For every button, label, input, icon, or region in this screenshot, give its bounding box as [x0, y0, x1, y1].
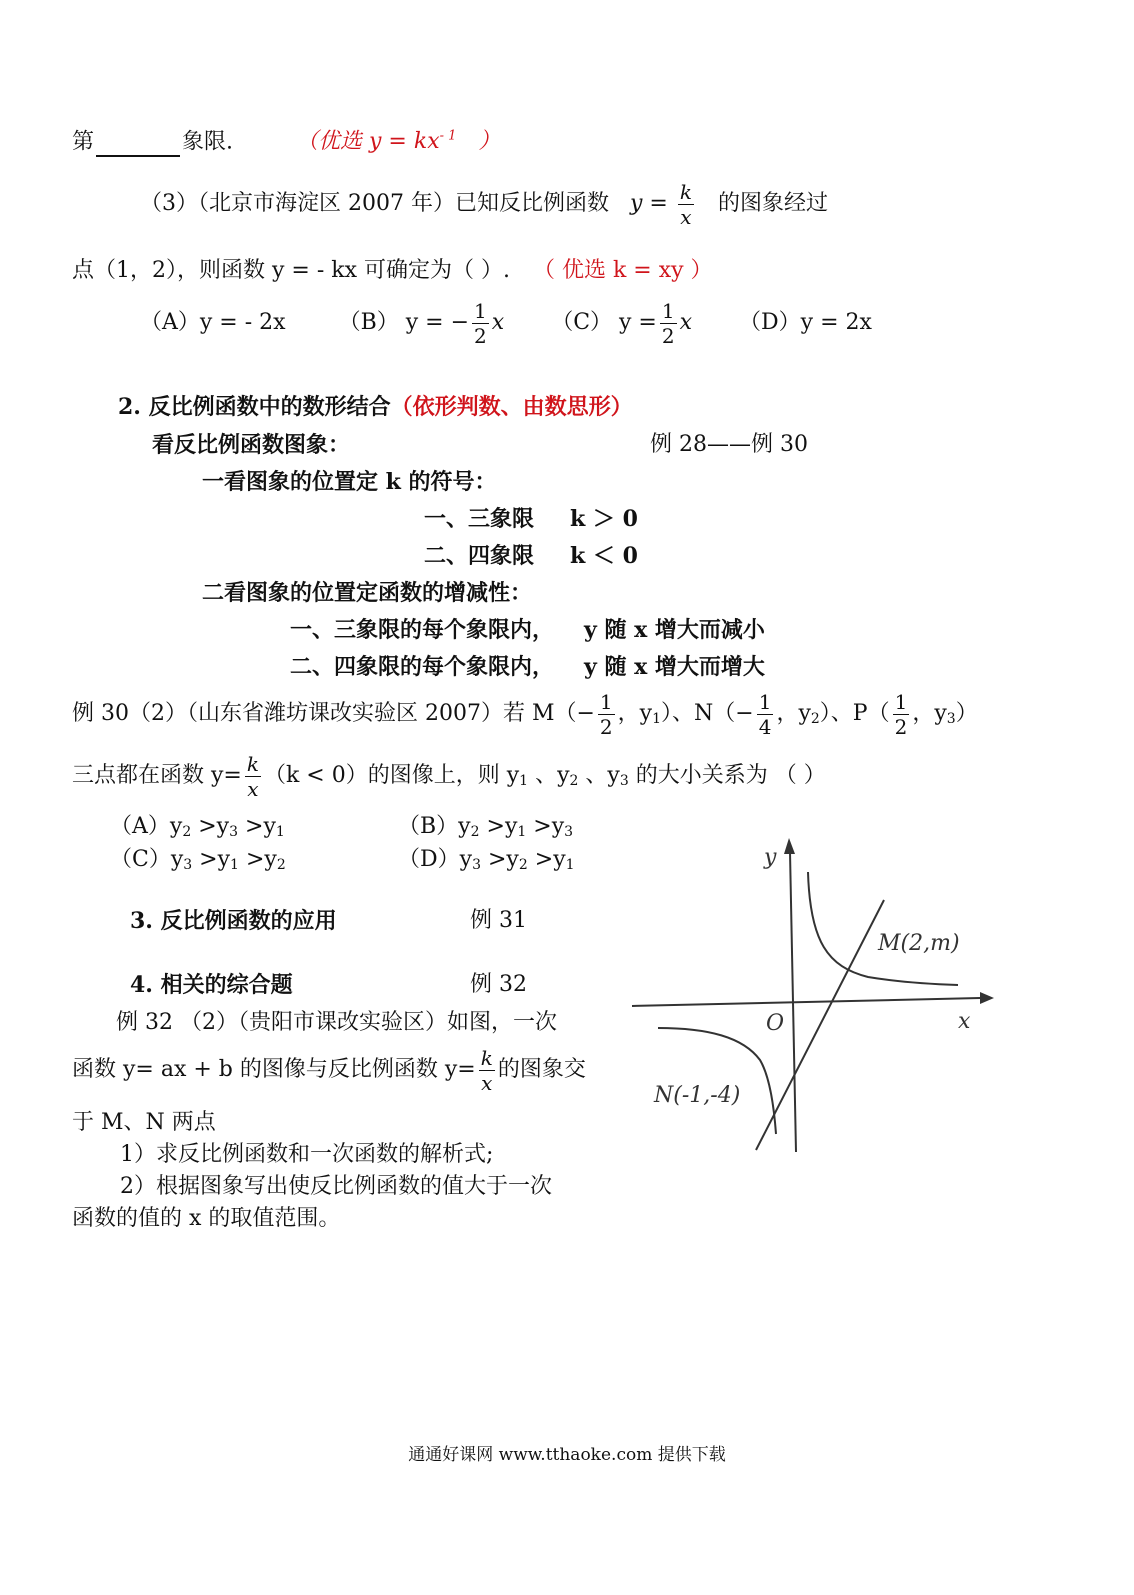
x-axis [632, 998, 980, 1006]
ex32-line3: 于 M、N 两点 [72, 1110, 216, 1135]
origin-label: O [766, 1011, 785, 1036]
sec3-ref: 例 31 [470, 908, 527, 933]
q3-line1: （3）（北京市海淀区 2007 年）已知反比例函数 y = $\frac{k}{x}$ 的图象经过 [140, 179, 828, 229]
x-axis-arrow [980, 992, 994, 1004]
q3-option-b: （B） y = − $\frac{1}{2}$ x [338, 298, 505, 348]
point-n-label: N(-1,-4) [654, 1083, 741, 1108]
prev-question-line: 第 象限. （优选 $y = kx^{- 1}$ ） [72, 122, 500, 157]
ex30-line1: 例 30（2）（山东省潍坊课改实验区 2007）若 M（− $\frac{1}{2}$ ，$y_1$）、N（− $\frac{1}{4}$ ，$y_2$）、P（ $\frac{1}{2}$ ，$y_3$） [72, 689, 978, 739]
footer: 通通好课网 www.tthaoke.com 提供下载 [408, 1445, 726, 1465]
rule1-a: 一、三象限 k ＞ 0 [424, 506, 638, 532]
x-axis-label: x [958, 1009, 971, 1034]
ex30-option-a: $(A)y_2 >y_3 >y_1$ [110, 814, 285, 840]
rule1: 一看图象的位置定 k 的符号： [202, 469, 497, 495]
sec4-heading: 4. 相关的综合题 [130, 972, 293, 998]
ex30-option-c: $(C)y_3 >y_1 >y_2$ [110, 847, 286, 873]
prev-hint: （优选 $y = kx^{- 1}$ ） [296, 129, 501, 155]
sec4-ref: 例 32 [470, 972, 527, 997]
rule1-b: 二、四象限 k ＜ 0 [424, 543, 638, 569]
y-axis-arrow [784, 838, 795, 854]
q3-option-c: （C） y = $\frac{1}{2}$ x [551, 298, 693, 348]
q3-hint: （ 优选 k = xy ） [532, 258, 713, 283]
sec2-heading: 2. 反比例函数中的数形结合（依形判数、由数思形） [118, 394, 633, 420]
ex32-line1: 例 32 （2）（贵阳市课改实验区）如图，一次 [116, 1010, 557, 1035]
sec3-heading: 3. 反比例函数的应用 [130, 908, 337, 934]
hyperbola-branch-q1 [808, 872, 958, 985]
sec2-ref: 例 28——例 30 [650, 432, 808, 457]
answer-blank [96, 131, 180, 157]
ex32-line6: 函数的值的 x 的取值范围。 [72, 1206, 341, 1231]
y-axis-label: y [764, 845, 777, 870]
point-m-label: M(2,m) [878, 931, 960, 956]
rule2-b: 二、四象限的每个象限内， y 随 x 增大而增大 [290, 654, 765, 680]
ex32-line2: 函数 y= ax + b 的图像与反比例函数 y= $\frac{k}{x}$ 的图象交 [72, 1045, 586, 1095]
ex32-line4: 1）求反比例函数和一次函数的解析式; [120, 1142, 494, 1167]
sec2-subheading: 看反比例函数图象： [152, 432, 351, 458]
ex30-line2: 三点都在函数 y= $\frac{k}{x}$ （k < 0）的图像上，则 $y_1$ 、$y_2$ 、$y_3$ 的大小关系为 （ ） [72, 751, 826, 801]
q3-option-a: （A）y = - 2x [140, 310, 286, 335]
q3-line2: 点（1，2），则函数 y = - kx 可确定为（ ）. （ 优选 k = xy ） [72, 258, 713, 283]
ex30-option-d: $(D)y_3 >y_2 >y_1$ [398, 847, 575, 873]
hyperbola-line-graph [628, 832, 998, 1172]
fraction-k-over-x: $\frac{k}{x}$ [679, 179, 692, 229]
hyperbola-branch-q3 [658, 1028, 776, 1134]
rule2: 二看图象的位置定函数的增减性： [202, 580, 533, 606]
q3-option-d: （D）y = 2x [739, 310, 872, 335]
ex30-option-b: $(B)y_2 >y_1 >y_3$ [398, 814, 574, 840]
rule2-a: 一、三象限的每个象限内， y 随 x 增大而减小 [290, 617, 765, 643]
ex32-line5: 2）根据图象写出使反比例函数的值大于一次 [120, 1174, 552, 1199]
q3-options [140, 298, 872, 348]
